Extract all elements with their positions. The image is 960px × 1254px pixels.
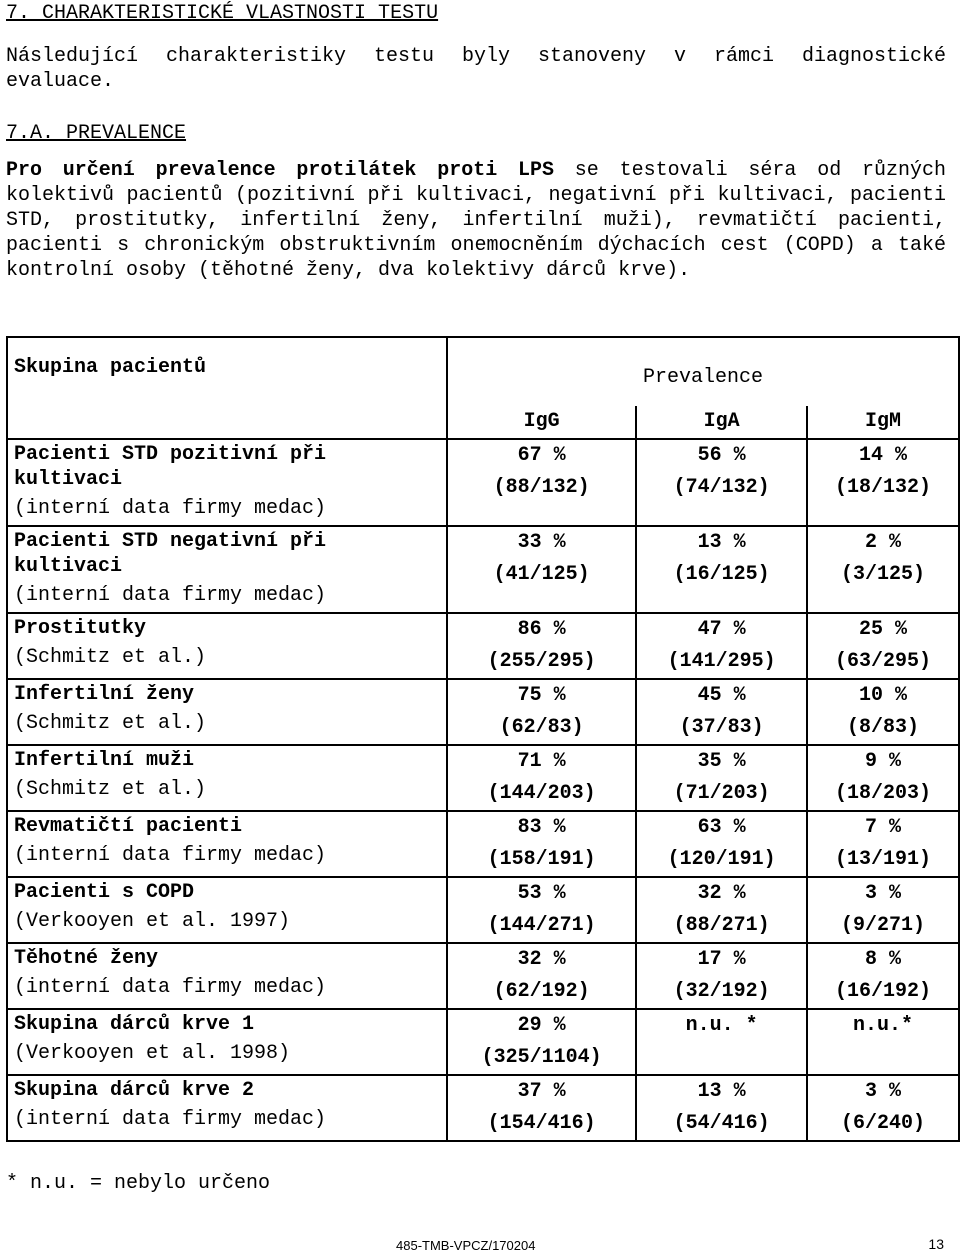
group-name: Skupina dárců krve 2 <box>14 1079 255 1102</box>
table-row <box>7 943 959 1009</box>
group-cell <box>7 1075 447 1141</box>
iga-percent: 45 % <box>697 684 746 707</box>
iga-percent: n.u. * <box>685 1014 758 1037</box>
iga-percent: 56 % <box>697 444 746 467</box>
table-row <box>7 1075 959 1141</box>
igm-percent: 7 % <box>864 816 901 839</box>
igm-cell <box>807 943 959 1009</box>
group-name: Prostitutky <box>14 617 147 640</box>
iga-percent: 63 % <box>697 816 746 839</box>
group-cell <box>7 1009 447 1075</box>
igm-percent: 2 % <box>864 531 901 554</box>
iga-cell <box>636 1009 807 1075</box>
igm-count: (63/295) <box>834 650 931 673</box>
subsection-heading: 7.A. PREVALENCE <box>6 122 187 145</box>
group-source: (interní data firmy medac) <box>14 1108 327 1131</box>
iga-count: (71/203) <box>673 782 770 805</box>
footnote: * n.u. = nebylo určeno <box>6 1172 271 1195</box>
igg-count: (158/191) <box>487 848 596 871</box>
group-name: Těhotné ženy <box>14 947 159 970</box>
group-cell <box>7 943 447 1009</box>
table-row <box>7 679 959 745</box>
igg-cell <box>447 811 636 877</box>
table-row <box>7 745 959 811</box>
igg-percent: 71 % <box>517 750 566 773</box>
document-code: 485-TMB-VPCZ/170204 <box>396 1238 536 1253</box>
igg-percent: 29 % <box>517 1014 566 1037</box>
iga-count: (37/83) <box>679 716 764 739</box>
group-cell <box>7 613 447 679</box>
prevalence-paragraph <box>6 158 946 283</box>
section-heading: 7. CHARAKTERISTICKÉ VLASTNOSTI TESTU <box>6 2 439 25</box>
iga-percent: 32 % <box>697 882 746 905</box>
group-name: Skupina dárců krve 1 <box>14 1013 255 1036</box>
iga-cell <box>636 811 807 877</box>
igm-percent: 25 % <box>858 618 907 641</box>
prevalence-table <box>6 336 960 1142</box>
group-source: (Schmitz et al.) <box>14 778 207 801</box>
group-source: (Schmitz et al.) <box>14 646 207 669</box>
igg-cell <box>447 1075 636 1141</box>
iga-cell <box>636 943 807 1009</box>
igg-percent: 37 % <box>517 1080 566 1103</box>
igm-count: (16/192) <box>834 980 931 1003</box>
igm-count: (6/240) <box>840 1112 925 1135</box>
igg-cell <box>447 439 636 526</box>
igm-percent: 3 % <box>864 882 901 905</box>
igm-cell <box>807 613 959 679</box>
group-name: Infertilní muži <box>14 749 195 772</box>
group-cell <box>7 526 447 613</box>
group-source: (interní data firmy medac) <box>14 976 327 999</box>
igm-count: (18/132) <box>834 476 931 499</box>
iga-percent: 13 % <box>697 531 746 554</box>
group-name: Pacienti STD pozitivní při kultivaci <box>14 443 327 491</box>
igm-count: (18/203) <box>834 782 931 805</box>
igg-percent: 67 % <box>517 444 566 467</box>
intro-paragraph: Následující charakteristiky testu byly stanoveny v rámci diagnostické evaluace. <box>6 45 946 93</box>
igg-count: (144/203) <box>487 782 596 805</box>
iga-count: (16/125) <box>673 563 770 586</box>
igm-cell <box>807 439 959 526</box>
header-igm: IgM <box>807 406 959 439</box>
group-source: (Schmitz et al.) <box>14 712 207 735</box>
igg-count: (325/1104) <box>481 1046 602 1069</box>
iga-cell <box>636 1075 807 1141</box>
iga-cell <box>636 745 807 811</box>
igg-count: (62/192) <box>493 980 590 1003</box>
group-cell <box>7 811 447 877</box>
iga-percent: 35 % <box>697 750 746 773</box>
iga-percent: 17 % <box>697 948 746 971</box>
igm-cell <box>807 1009 959 1075</box>
group-name: Pacienti s COPD <box>14 881 195 904</box>
table-row <box>7 439 959 526</box>
igm-cell <box>807 811 959 877</box>
igg-percent: 86 % <box>517 618 566 641</box>
group-cell <box>7 745 447 811</box>
igg-percent: 33 % <box>517 531 566 554</box>
igg-cell <box>447 943 636 1009</box>
iga-count: (74/132) <box>673 476 770 499</box>
group-cell <box>7 439 447 526</box>
table-row <box>7 811 959 877</box>
igm-percent: 9 % <box>864 750 901 773</box>
igm-percent: 14 % <box>858 444 907 467</box>
page-number: 13 <box>928 1236 944 1252</box>
igm-cell <box>807 1075 959 1141</box>
group-source: (interní data firmy medac) <box>14 497 327 520</box>
igg-cell <box>447 526 636 613</box>
igm-count: (9/271) <box>840 914 925 937</box>
iga-cell <box>636 877 807 943</box>
group-name: Revmatičtí pacienti <box>14 815 243 838</box>
iga-cell <box>636 679 807 745</box>
igm-count: (3/125) <box>840 563 925 586</box>
group-cell <box>7 679 447 745</box>
igg-count: (144/271) <box>487 914 596 937</box>
group-name: Infertilní ženy <box>14 683 195 706</box>
igm-count: (8/83) <box>846 716 919 739</box>
iga-count: (54/416) <box>673 1112 770 1135</box>
group-source: (Verkooyen et al. 1997) <box>14 910 291 933</box>
igg-percent: 83 % <box>517 816 566 839</box>
igg-cell <box>447 1009 636 1075</box>
igg-percent: 53 % <box>517 882 566 905</box>
igg-count: (62/83) <box>499 716 584 739</box>
iga-cell <box>636 613 807 679</box>
iga-count: (32/192) <box>673 980 770 1003</box>
igm-cell <box>807 526 959 613</box>
igm-count: (13/191) <box>834 848 931 871</box>
igg-cell <box>447 877 636 943</box>
igg-percent: 75 % <box>517 684 566 707</box>
igm-cell <box>807 745 959 811</box>
igg-percent: 32 % <box>517 948 566 971</box>
igg-count: (255/295) <box>487 650 596 673</box>
igm-cell <box>807 679 959 745</box>
group-source: (Verkooyen et al. 1998) <box>14 1042 291 1065</box>
igm-percent: 10 % <box>858 684 907 707</box>
iga-percent: 13 % <box>697 1080 746 1103</box>
iga-cell <box>636 526 807 613</box>
iga-cell <box>636 439 807 526</box>
igg-count: (88/132) <box>493 476 590 499</box>
igg-count: (154/416) <box>487 1112 596 1135</box>
group-name: Pacienti STD negativní při kultivaci <box>14 530 327 578</box>
igm-percent: n.u.* <box>852 1014 913 1037</box>
table-body <box>7 439 959 1141</box>
header-prevalence: Prevalence <box>447 337 959 406</box>
iga-percent: 47 % <box>697 618 746 641</box>
header-igg: IgG <box>447 406 636 439</box>
table-row <box>7 877 959 943</box>
igg-cell <box>447 613 636 679</box>
group-source: (interní data firmy medac) <box>14 584 327 607</box>
igg-count: (41/125) <box>493 563 590 586</box>
igm-percent: 8 % <box>864 948 901 971</box>
paragraph-bold-lead: Pro určení prevalence protilátek proti LPS <box>6 159 555 182</box>
table-row <box>7 613 959 679</box>
igm-cell <box>807 877 959 943</box>
iga-count: (141/295) <box>667 650 776 673</box>
table-row <box>7 1009 959 1075</box>
igg-cell <box>447 745 636 811</box>
paragraph-body: se testovali séra od různých kolektivů pacientů (pozitivní při kultivaci, negativní při kultivaci, pacienti STD, prostitutky, infertilní ženy, infertilní muži), revmatičtí pacienti, pacienti s chronickým obstruktivním onemocněním dýchacích cest (COPD) a také kontrolní osoby (těhotné ženy, dva kolektivy dárců krve). <box>6 159 946 282</box>
iga-count: (120/191) <box>667 848 776 871</box>
iga-count: (88/271) <box>673 914 770 937</box>
group-cell <box>7 877 447 943</box>
table-row <box>7 526 959 613</box>
igg-cell <box>447 679 636 745</box>
header-group: Skupina pacientů <box>7 337 447 439</box>
group-source: (interní data firmy medac) <box>14 844 327 867</box>
igm-percent: 3 % <box>864 1080 901 1103</box>
header-iga: IgA <box>636 406 807 439</box>
